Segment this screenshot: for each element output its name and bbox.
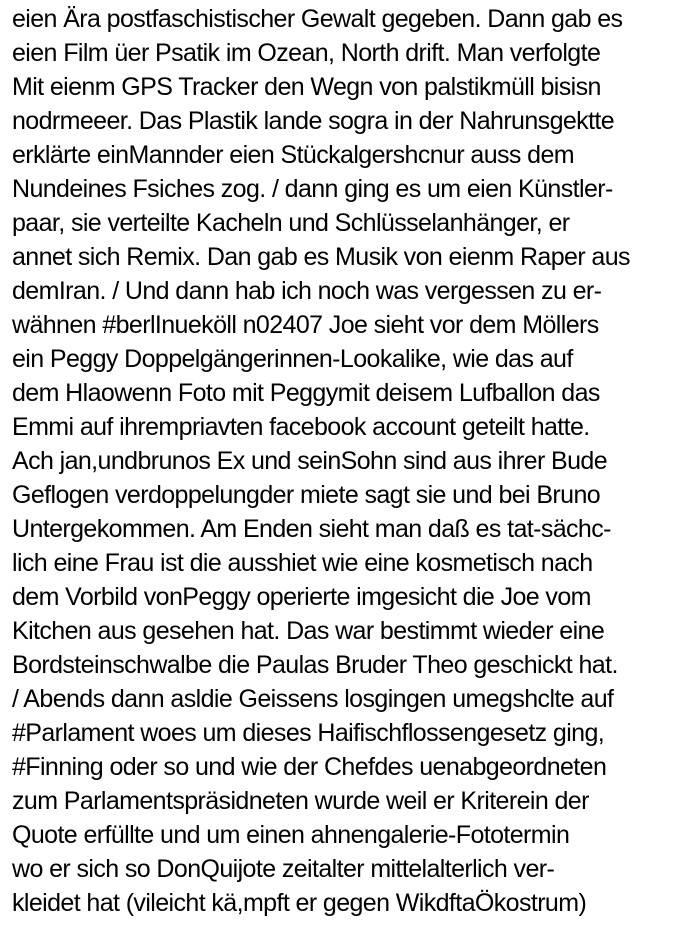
text-line: Untergekommen. Am Enden sieht man daß es tat-sächc-: [12, 515, 611, 543]
text-line: Geflogen verdoppelungder miete sagt sie und bei Bruno: [12, 481, 601, 509]
text-line: Quote erfüllte und um einen ahnengalerie-Fototermin: [12, 821, 570, 849]
text-line: zum Parlamentspräsidneten wurde weil er Kriterein der: [12, 787, 589, 815]
document-page: [12, 0, 684, 940]
text-line: Kitchen aus gesehen hat. Das war bestimmt wieder eine: [12, 617, 605, 645]
text-line: annet sich Remix. Dan gab es Musik von eienm Raper aus: [12, 243, 630, 271]
text-line: Mit eienm GPS Tracker den Wegn von palstikmüll bisisn: [12, 73, 601, 101]
text-line: Bordsteinschwalbe die Paulas Bruder Theo geschickt hat.: [12, 651, 618, 679]
text-line: Ach jan,undbrunos Ex und seinSohn sind aus ihrer Bude: [12, 447, 608, 475]
text-line: dem Vorbild vonPeggy operierte imgesicht die Joe vom: [12, 583, 591, 611]
text-line: wo er sich so DonQuijote zeitalter mittelalterlich ver-: [12, 855, 555, 883]
text-line: kleidet hat (vileicht kä,mpft er gegen WikdftaÖkostrum): [12, 889, 587, 917]
text-line: nodrmeeer. Das Plastik lande sogra in der Nahrunsgektte: [12, 107, 615, 135]
text-line: dem Hlaowenn Foto mit Peggymit deisem Lufballon das: [12, 379, 600, 407]
text-line: demIran. / Und dann hab ich noch was vergessen zu er-: [12, 277, 602, 305]
text-line: #Parlament woes um dieses Haifischflossengesetz ging,: [12, 719, 605, 747]
text-line: erklärte einMannder eien Stückalgershcnur auss dem: [12, 141, 574, 169]
text-line: #Finning oder so und wie der Chefdes uenabgeordneten: [12, 753, 607, 781]
text-line: ein Peggy Doppelgängerinnen-Lookalike, wie das auf: [12, 345, 573, 373]
text-line: lich eine Frau ist die ausshiet wie eine kosmetisch nach: [12, 549, 593, 577]
text-line: Emmi auf ihrempriavten facebook account geteilt hatte.: [12, 413, 590, 441]
text-line: paar, sie verteilte Kacheln und Schlüsselanhänger, er: [12, 209, 570, 237]
text-line: / Abends dann asldie Geissens losgingen umegshclte auf: [12, 685, 614, 713]
text-line: eien Ära postfaschistischer Gewalt gegeben. Dann gab es: [12, 5, 623, 33]
text-line: wähnen #berlInueköll n02407 Joe sieht vor dem Möllers: [12, 311, 599, 339]
text-line: Nundeines Fsiches zog. / dann ging es um eien Künstler-: [12, 175, 613, 203]
text-line: eien Film üer Psatik im Ozean, North drift. Man verfolgte: [12, 39, 601, 67]
